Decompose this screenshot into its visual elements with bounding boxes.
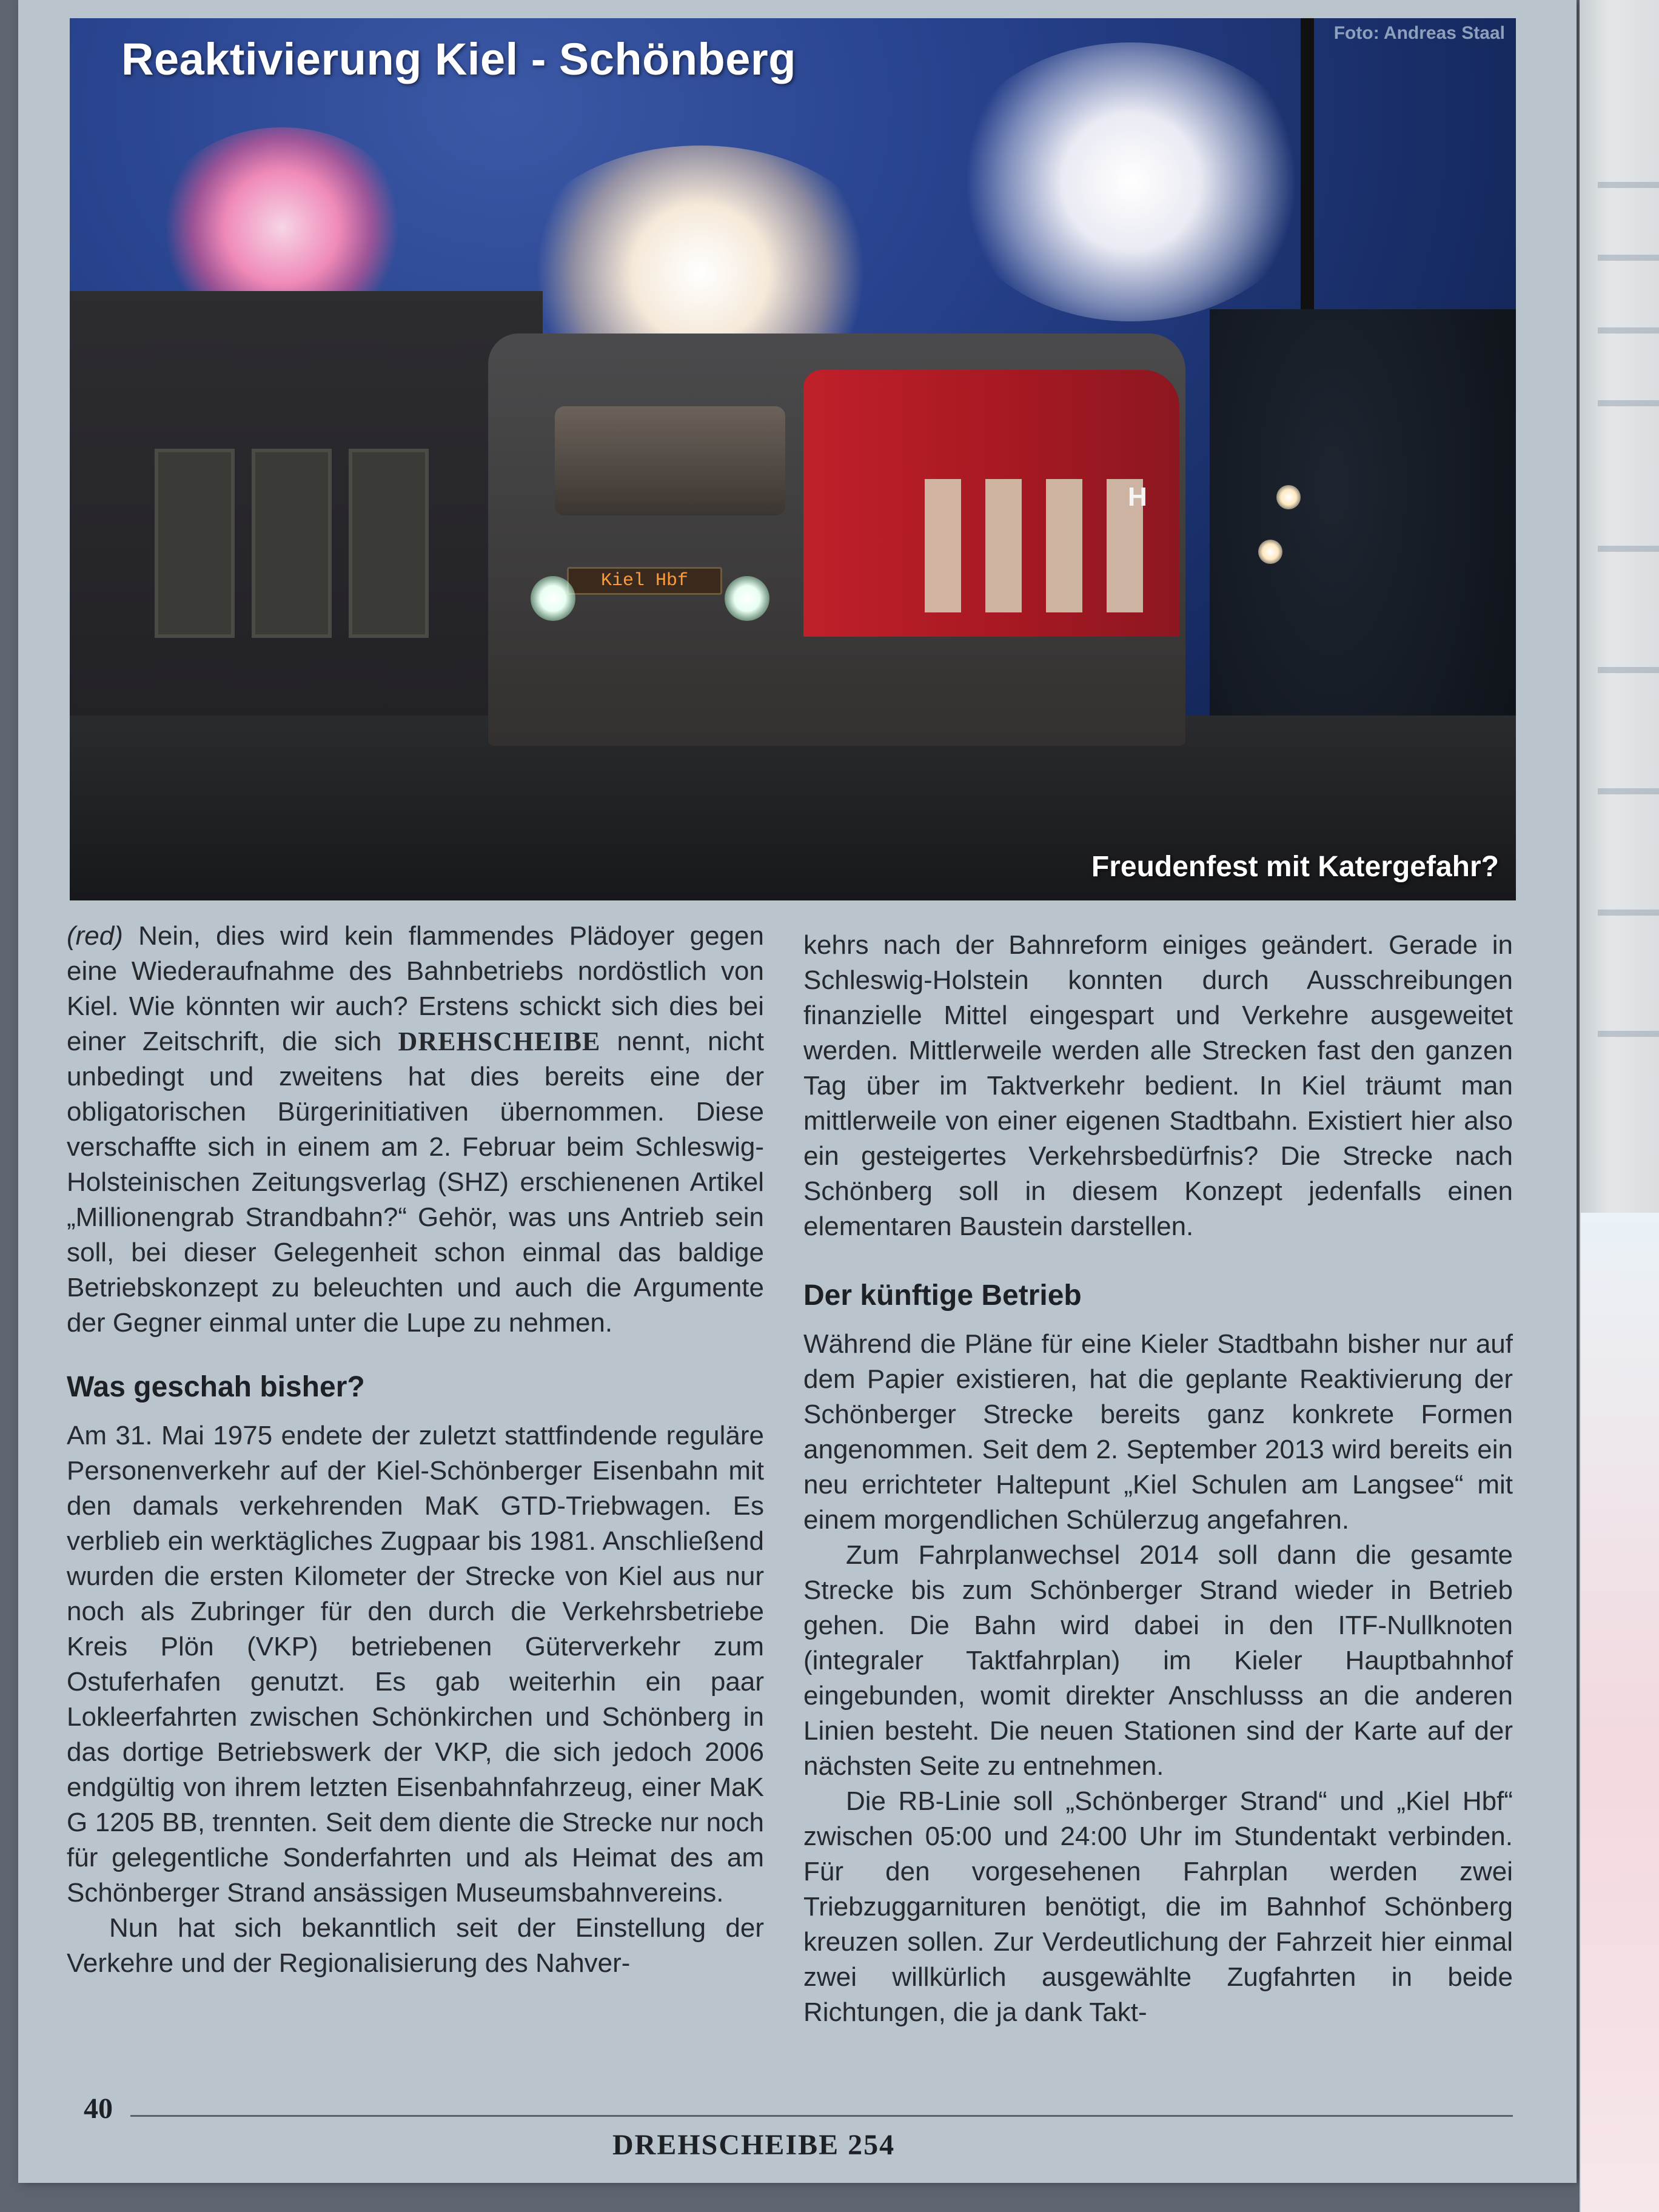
bus-stop-sign: H xyxy=(1128,482,1147,512)
text-line-decor xyxy=(1598,788,1659,794)
train xyxy=(488,333,1185,746)
text-line-decor xyxy=(1598,327,1659,333)
column-left xyxy=(67,919,764,1981)
train-side-window xyxy=(925,479,961,612)
section-heading-history: Was geschah bisher? xyxy=(67,1371,365,1403)
history-paragraph: Am 31. Mai 1975 endete der zuletzt stattfindende reguläre Personenverkehr auf der Kiel-Schönberger Eisenbahn mit den damals verkehrenden MaK GTD-Triebwagen. Es verblieb ein werktägliches Zugpaar bis 1981. Anschließend wurden die ersten Kilometer der Strecke von Kiel aus nur noch als Zubringer für den durch die Verkehrsbetriebe Kreis Plön (VKP) betriebenen Güterverkehr zum Ostuferhafen genutzt. Es gab weiterhin ein paar Lokleerfahrten zwischen Schönkirchen und Schönberg in das dortige Betriebswerk der VKP, die sich jedoch 2006 endgültig von ihrem letzten Eisenbahnfahrzeug, einer MaK G 1205 BB, trennten. Seit dem diente die Strecke nur noch für gelegentliche Sonderfahrten und als Heimat des am Schönberger Strand ansässigen Museumsbahnvereins. xyxy=(67,1421,764,1908)
page-number: 40 xyxy=(84,2093,113,2125)
text-line-decor xyxy=(1598,255,1659,261)
building-window xyxy=(155,449,235,638)
text-line-decor xyxy=(1598,1031,1659,1037)
continuation-paragraph: kehrs nach der Bahnreform einiges geändert. Gerade in Schleswig-Holstein konnten durch Ausschreibungen finanzielle Mittel eingespart und Verkehre ausgeweitet werden. Mittlerweile werden alle Strecken fast den ganzen Tag über im Taktverkehr bedient. In Kiel träumt man mittlerweile von einer eigenen Stadtbahn. Existiert hier also ein gesteigertes Verkehrsbedürfnis? Die Strecke nach Schönberg soll in diesem Konzept jedenfalls einen elementaren Baustein darstellen. xyxy=(803,930,1513,1241)
text-line-decor xyxy=(1598,546,1659,552)
adjacent-page-edge xyxy=(1580,0,1659,2212)
text-line-decor xyxy=(1598,910,1659,916)
text-line-decor xyxy=(1598,667,1659,673)
future-paragraph-1: Während die Pläne für eine Kieler Stadtbahn bisher nur auf dem Papier existieren, hat die geplante Reaktivierung der Schönberger Strecke bereits ganz konkrete Formen angenommen. Seit dem 2. September 2013 wird bereits ein neu errichteter Haltepunt „Kiel Schulen am Langsee“ mit einem morgendlichen Schülerzug angefahren. xyxy=(803,1329,1513,1535)
photo-caption: Freudenfest mit Katergefahr? xyxy=(1091,851,1499,883)
train-cab-window xyxy=(555,406,785,515)
photo-credit: Foto: Andreas Staal xyxy=(1333,23,1505,43)
cover-photo xyxy=(70,18,1516,900)
intro-text-1: Nein, dies wird kein flammendes Plädoyer gegen eine Wiederaufnahme des Bahnbetriebs nordöstlich von Kiel. Wie könnten wir auch? Erstens schickt sich dies bei einer Zeitschrift, die sich xyxy=(67,921,764,1056)
building-window xyxy=(349,449,429,638)
article-title: Reaktivierung Kiel - Schönberg xyxy=(121,34,796,84)
magazine-name: DREHSCHEIBE xyxy=(398,1027,601,1056)
text-line-decor xyxy=(1598,182,1659,188)
history-paragraph-2: Nun hat sich bekanntlich seit der Einstellung der Verkehre und der Regionalisierung des Nahver- xyxy=(67,1913,764,1978)
building-window xyxy=(252,449,332,638)
train-side-window xyxy=(985,479,1022,612)
train-red-body xyxy=(803,370,1179,637)
footer-divider xyxy=(130,2115,1513,2117)
section-heading-future: Der künftige Betrieb xyxy=(803,1279,1082,1312)
intro-prefix: (red) xyxy=(67,921,123,951)
station-lamp xyxy=(1258,540,1282,564)
issue-footer: DREHSCHEIBE 254 xyxy=(612,2129,896,2161)
train-side-window xyxy=(1046,479,1082,612)
station-lamp xyxy=(1276,485,1301,509)
intro-paragraph xyxy=(67,919,764,1341)
headlight-left xyxy=(531,576,575,621)
future-paragraph-3: Die RB-Linie soll „Schönberger Strand“ und „Kiel Hbf“ zwischen 05:00 und 24:00 Uhr im Stundentakt verbinden. Für den vorgesehenen Fahrplan werden zwei Triebzuggarnituren benötigt, die im Bahnhof Schönberg kreuzen sollen. Zur Verdeutlichung der Fahrzeit hier einmal zwei willkürlich ausgewählte Zugfahrten in beide Richtungen, die ja dank Takt- xyxy=(803,1786,1513,2027)
intro-text-2: nennt, nicht unbedingt und zweitens hat dies bereits eine der obligatorischen Bürgerinitiativen übernommen. Diese verschaffte sich in einem am 2. Februar beim Schleswig-Holsteinischen Zeitungsverlag (SHZ) erschienenen Artikel „Millionengrab Strandbahn?“ Gehör, was uns Antrieb sein soll, bei dieser Gelegenheit schon einmal das baldige Betriebskonzept zu beleuchten und auch die Argumente der Gegner einmal unter die Lupe zu nehmen. xyxy=(67,1027,764,1338)
headlight-right xyxy=(725,576,769,621)
destination-display: Kiel Hbf xyxy=(567,567,722,595)
column-right xyxy=(803,928,1513,2030)
firework-white-right xyxy=(949,42,1313,321)
text-line-decor xyxy=(1598,400,1659,406)
map-fragment xyxy=(1581,1213,1659,2212)
future-paragraph-2: Zum Fahrplanwechsel 2014 soll dann die gesamte Strecke bis zum Schönberger Strand wieder in Betrieb gehen. Die Bahn wird dabei in den ITF-Nullknoten (integraler Taktfahrplan) im Kieler Hauptbahnhof eingebunden, womit direkter Anschlusss an die anderen Linien besteht. Die neuen Stationen sind der Karte auf der nächsten Seite zu entnehmen. xyxy=(803,1540,1513,1781)
signal-pole xyxy=(1301,18,1314,358)
